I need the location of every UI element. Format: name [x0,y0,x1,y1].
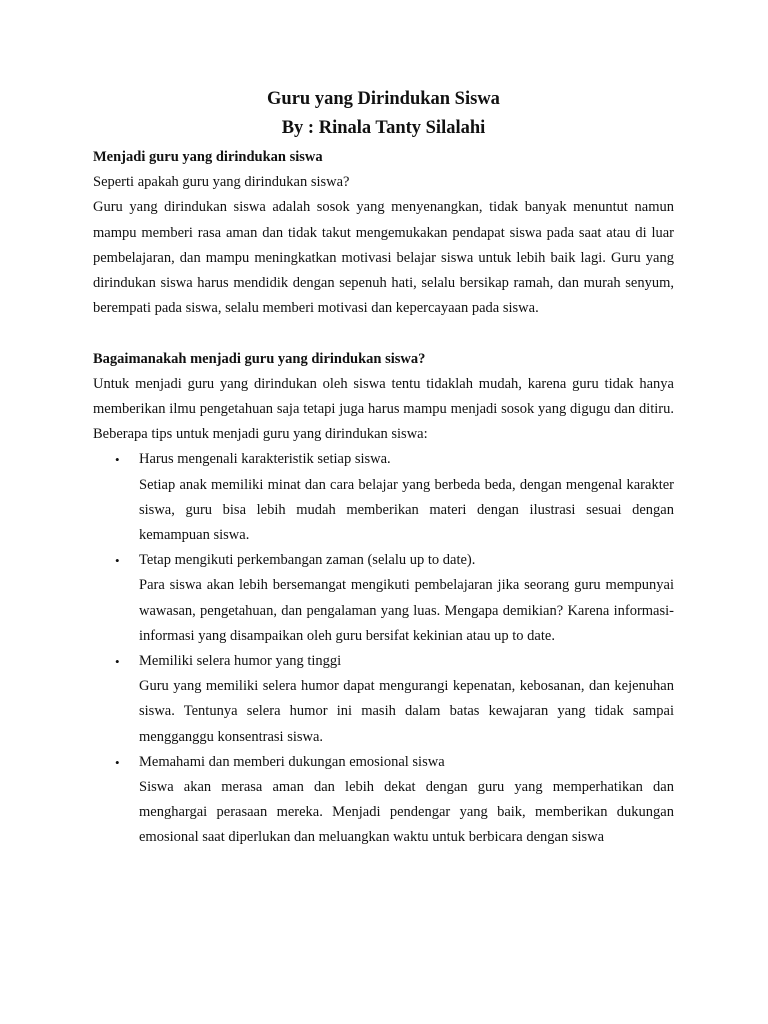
bullet-icon: • [115,754,120,770]
document-author: By : Rinala Tanty Silalahi [281,118,486,138]
section2-heading: Bagaimanakah menjadi guru yang dirindukan siswa? [93,350,426,367]
tip-title: Memiliki selera humor yang tinggi [139,653,342,670]
document-title: Guru yang Dirindukan Siswa [267,89,500,109]
tip-body: Siswa akan merasa aman dan lebih dekat dengan guru yang memperhatikan dan menghargai perasaan mereka. Menjadi pendengar yang baik, memberikan dukungan emosional saat diperlukan dan meluangkan waktu untuk berbicara dengan siswa [139,779,674,846]
tips-list [93,447,674,850]
tip-title: Memahami dan memberi dukungan emosional siswa [139,753,445,770]
tip-item [93,447,674,548]
section1-question: Seperti apakah guru yang dirindukan siswa? [93,174,350,191]
tip-item [93,548,674,649]
tip-item [93,750,674,851]
bullet-icon: • [115,452,120,468]
section1-body: Guru yang dirindukan siswa adalah sosok yang menyenangkan, tidak banyak menuntut namun mampu memberi rasa aman dan tidak takut mengemukakan pendapat siswa pada saat atau di luar pembelajaran, dan mampu meningkatkan motivasi belajar siswa untuk lebih baik lagi. Guru yang dirindukan siswa harus mendidik dengan sepenuh hati, selalu bersikap ramah, dan murah senyum, berempati pada siswa, selalu memberi motivasi dan kepercayaan pada siswa. [93,199,674,317]
section-spacer [93,321,674,346]
bullet-icon: • [115,654,120,670]
tip-item [93,649,674,750]
tip-title: Harus mengenali karakteristik setiap siswa. [139,451,391,468]
tip-body: Setiap anak memiliki minat dan cara belajar yang berbeda beda, dengan mengenal karakter siswa, guru bisa lebih mudah memberikan materi dengan ilustrasi sesuai dengan kemampuan siswa. [139,476,674,544]
tip-title: Tetap mengikuti perkembangan zaman (selalu up to date). [139,552,476,569]
tip-body: Guru yang memiliki selera humor dapat mengurangi kepenatan, kebosanan, dan kejenuhan siswa. Tentunya selera humor ini masih dalam batas kewajaran yang tidak sampai mengganggu konsentrasi siswa. [139,678,674,745]
bullet-icon: • [115,553,120,569]
section2-intro: Untuk menjadi guru yang dirindukan oleh siswa tentu tidaklah mudah, karena guru tidak hanya memberikan ilmu pengetahuan saja tetapi juga harus mampu menjadi sosok yang digugu dan ditiru. Beberapa tips untuk menjadi guru yang dirindukan siswa: [93,375,674,443]
tip-body: Para siswa akan lebih bersemangat mengikuti pembelajaran jika seorang guru mempunyai wawasan, pengetahuan, dan pengalaman yang luas. Mengapa demikian? Karena informasi-informasi yang disampaikan oleh guru bersifat kekinian atau up to date. [139,577,674,644]
section1-heading: Menjadi guru yang dirindukan siswa [93,149,323,165]
document-page [93,86,674,851]
